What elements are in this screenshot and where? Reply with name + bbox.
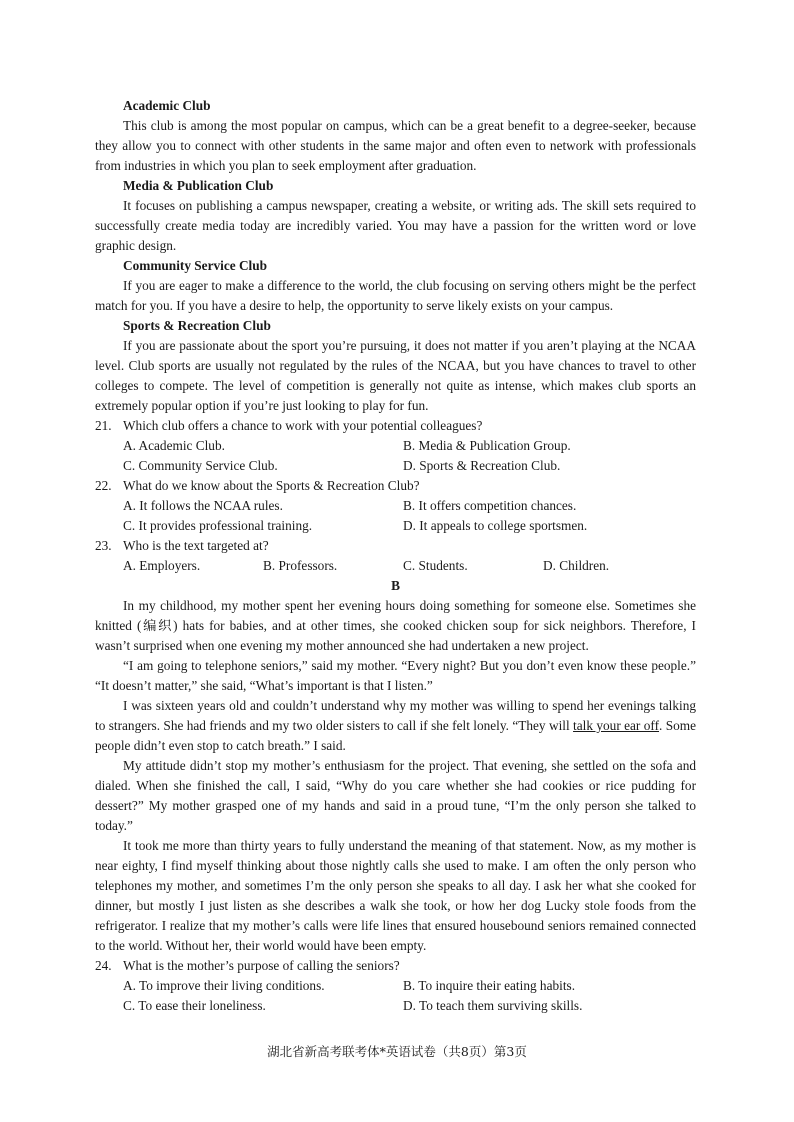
option-b: B. It offers competition chances.: [403, 498, 577, 513]
club-heading: Media & Publication Club: [123, 178, 274, 193]
club-heading: Academic Club: [123, 98, 211, 113]
club-heading: Community Service Club: [123, 258, 268, 273]
story-paragraph: [95, 696, 696, 756]
option-a: A. To improve their living conditions.: [123, 978, 325, 993]
question-number: 23.: [95, 538, 112, 553]
section-b-title: B: [391, 578, 400, 593]
question-text: Which club offers a chance to work with your potential colleagues?: [123, 418, 483, 433]
page-footer: 湖北省新高考联考体*英语试卷（共8页）第3页: [267, 1044, 527, 1059]
story-paragraph: “I am going to telephone seniors,” said my mother. “Every night? But you don’t even know these people.” “It doesn’t matter,” she said, “What’s important is that I listen.”: [95, 658, 696, 693]
option-a: A. Academic Club.: [123, 438, 225, 453]
underlined-phrase: talk your ear off: [573, 718, 660, 733]
question-text: What is the mother’s purpose of calling the seniors?: [123, 958, 400, 973]
question-text: Who is the text targeted at?: [123, 538, 269, 553]
option-c: C. It provides professional training.: [123, 518, 313, 533]
options-row: [95, 436, 696, 456]
question-number: 22.: [95, 478, 112, 493]
options-row: [95, 496, 696, 516]
page-body: [95, 96, 696, 1016]
question-23: [95, 536, 696, 556]
option-b: B. Professors.: [263, 558, 338, 573]
question-number: 21.: [95, 418, 112, 433]
option-b: B. Media & Publication Group.: [403, 438, 571, 453]
story-paragraph: In my childhood, my mother spent her evening hours doing something for someone else. Sometimes she knitted (编织) hats for babies, and at other times, she cooked chicken soup for sick neighbors. Therefore, I wasn’t surprised when one evening my mother announced she had undertaken a new project.: [95, 598, 696, 653]
story-text: . Some people didn’t even stop to catch breath.” I said.: [95, 718, 697, 753]
club-paragraph: It focuses on publishing a campus newspaper, creating a website, or writing ads. The skill sets required to successfully create media today are incredibly varied. You may have a passion for the written word or love graphic design.: [95, 198, 696, 253]
option-d: D. Sports & Recreation Club.: [403, 458, 561, 473]
question-21: [95, 416, 696, 436]
option-c: C. Community Service Club.: [123, 458, 278, 473]
question-24: [95, 956, 696, 976]
option-d: D. Children.: [543, 558, 610, 573]
option-a: A. Employers.: [123, 558, 201, 573]
club-heading: Sports & Recreation Club: [123, 318, 271, 333]
question-number: 24.: [95, 958, 112, 973]
club-paragraph: If you are eager to make a difference to the world, the club focusing on serving others might be the perfect match for you. If you have a desire to help, the opportunity to serve likely exists on your campus.: [95, 278, 696, 313]
option-d: D. It appeals to college sportsmen.: [403, 518, 588, 533]
option-c: C. To ease their loneliness.: [123, 998, 266, 1013]
story-paragraph: It took me more than thirty years to fully understand the meaning of that statement. Now, as my mother is near eighty, I find myself thinking about those nightly calls she used to make. I am often the only person who telephones my mother, and sometimes I’m the only person she speaks to all day. I ask her what she cooked for dinner, but mostly I just listen as she describes a walk she took, or how her dog Lucky stole foods from the refrigerator. I realize that my mother’s calls were life lines that ensured housebound seniors remained connected to the world. Without her, their world would have been empty.: [95, 838, 696, 953]
option-c: C. Students.: [403, 558, 468, 573]
options-row: [95, 996, 696, 1016]
options-row: [95, 456, 696, 476]
question-22: [95, 476, 696, 496]
club-paragraph: This club is among the most popular on campus, which can be a great benefit to a degree-seeker, because they allow you to connect with other students in the same major and often even to network with professionals from industries in which you plan to seek employment after graduation.: [95, 118, 696, 173]
options-row: [95, 516, 696, 536]
option-b: B. To inquire their eating habits.: [403, 978, 576, 993]
option-a: A. It follows the NCAA rules.: [123, 498, 283, 513]
option-d: D. To teach them surviving skills.: [403, 998, 583, 1013]
options-row: [95, 556, 696, 576]
story-text: I was sixteen years old and couldn’t understand why my mother was willing to spend her evenings talking to strangers. She had friends and my two older sisters to call if she felt lonely. “They will: [95, 698, 696, 733]
club-paragraph: If you are passionate about the sport you’re pursuing, it does not matter if you aren’t playing at the NCAA level. Club sports are usually not regulated by the rules of the NCAA, but you have chances to travel to other colleges to compete. The level of competition is generally not quite as intense, which makes club sports an extremely popular option if you’re just looking to play for fun.: [95, 338, 696, 413]
story-paragraph: My attitude didn’t stop my mother’s enthusiasm for the project. That evening, she settled on the sofa and dialed. When she finished the call, I said, “Why do you care whether she had cookies or rice pudding for dessert?” My mother grasped one of my hands and said in a proud tune, “I’m the only person she talked to today.”: [95, 758, 696, 833]
question-text: What do we know about the Sports & Recreation Club?: [123, 478, 420, 493]
options-row: [95, 976, 696, 996]
